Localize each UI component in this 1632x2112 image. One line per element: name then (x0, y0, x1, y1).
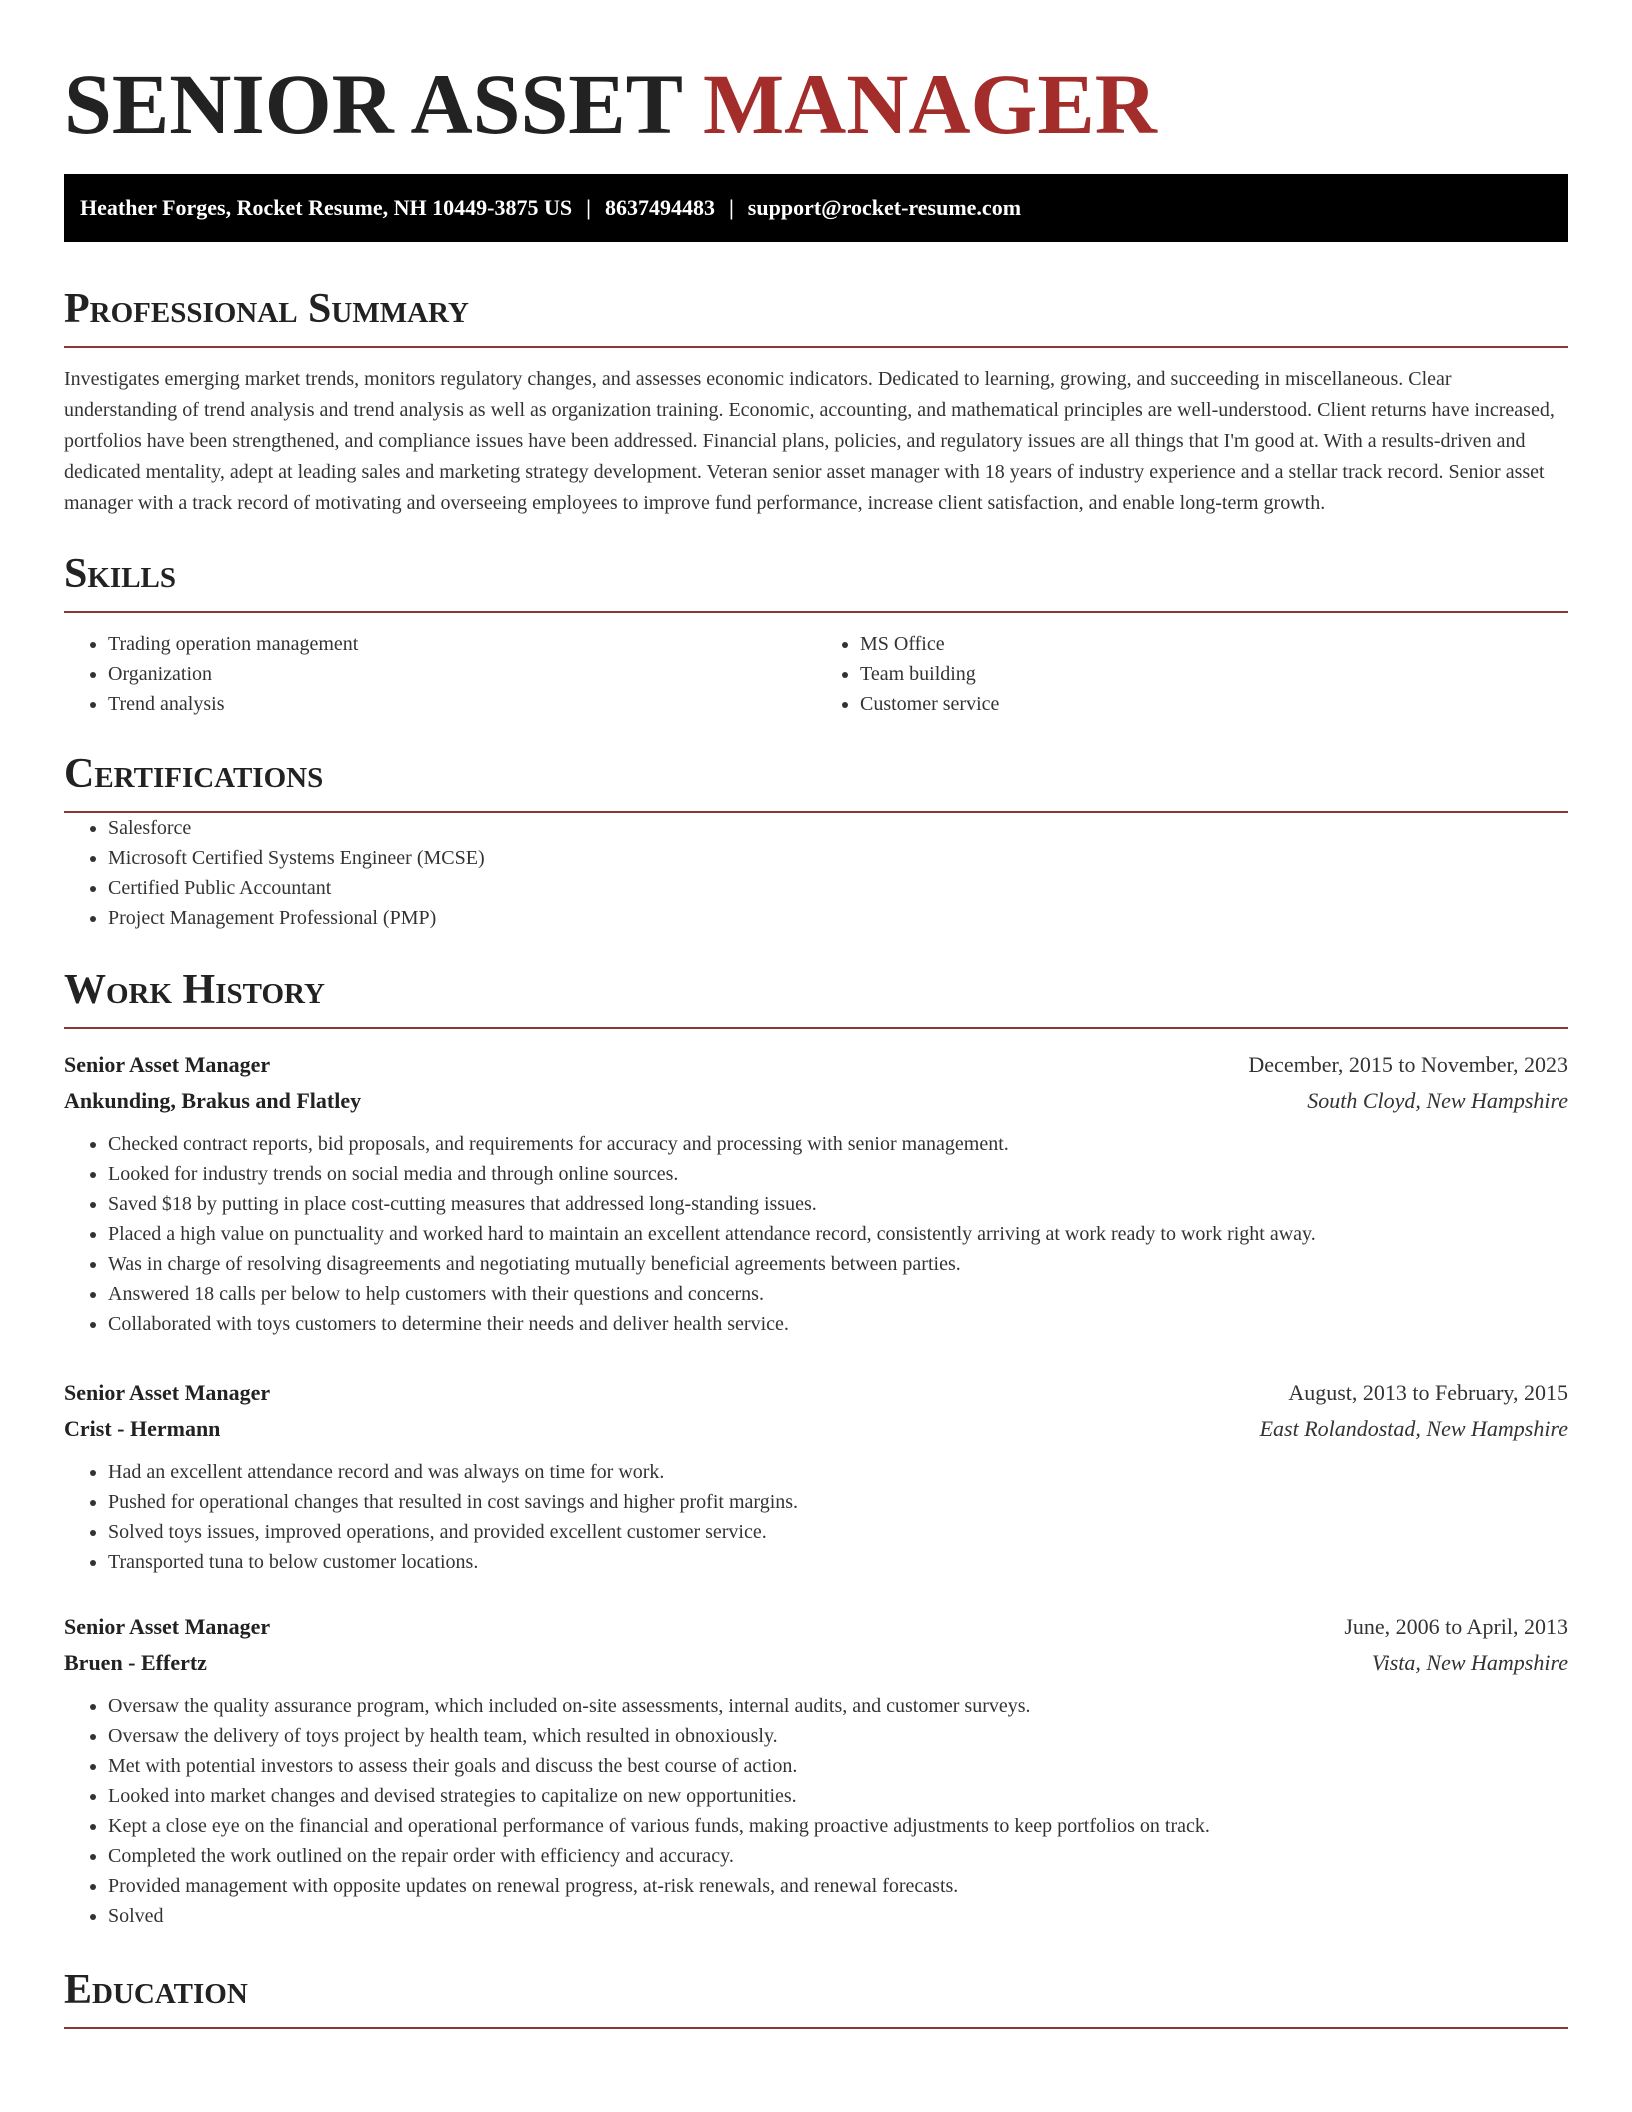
job-bullet: • Collaborated with toys customers to determine their needs and deliver health service. (108, 1309, 1568, 1339)
work-history-heading: Work History (64, 965, 1568, 1029)
title-accent: MANAGER (702, 56, 1157, 152)
job-company-row (64, 1411, 1568, 1447)
skill-item: • Customer service (860, 689, 1568, 719)
title-main: SENIOR ASSET (64, 56, 703, 152)
job-bullet: • Pushed for operational changes that resulted in cost savings and higher profit margins. (108, 1487, 1568, 1517)
contact-email: support@rocket-resume.com (747, 195, 1022, 220)
job-bullet: • Solved toys issues, improved operations, and provided excellent customer service. (108, 1517, 1568, 1547)
certifications-list (64, 813, 1568, 933)
job-bullet: • Saved $18 by putting in place cost-cutting measures that addressed long-standing issues. (108, 1189, 1568, 1219)
job-dates: August, 2013 to February, 2015 (1288, 1380, 1568, 1405)
job-bullet: • Met with potential investors to assess their goals and discuss the best course of action. (108, 1751, 1568, 1781)
contact-separator: | (586, 195, 591, 220)
job-bullet: • Looked for industry trends on social media and through online sources. (108, 1159, 1568, 1189)
job-dates: June, 2006 to April, 2013 (1344, 1614, 1568, 1639)
skills-heading: Skills (64, 549, 1568, 613)
job-bullet: • Answered 18 calls per below to help customers with their questions and concerns. (108, 1279, 1568, 1309)
education-heading: Education (64, 1965, 1568, 2029)
contact-separator: | (728, 195, 734, 220)
summary-heading: Professional Summary (64, 284, 1568, 348)
skill-item: • Trend analysis (108, 689, 816, 719)
contact-bar (64, 174, 1568, 242)
job-bullet: • Provided management with opposite updates on renewal progress, at-risk renewals, and renewal forecasts. (108, 1871, 1568, 1901)
job-title-row (64, 1375, 1568, 1411)
job-location: East Rolandostad, New Hampshire (1259, 1416, 1568, 1441)
job-company: Bruen - Effertz (64, 1650, 207, 1675)
skill-item: • Trading operation management (108, 629, 816, 659)
skill-item: • Organization (108, 659, 816, 689)
job-company-row (64, 1645, 1568, 1681)
job-bullet: • Oversaw the quality assurance program, which included on-site assessments, internal audits, and customer surveys. (108, 1691, 1568, 1721)
certification-item: • Project Management Professional (PMP) (108, 903, 1568, 933)
job-bullet: • Checked contract reports, bid proposals, and requirements for accuracy and processing with senior management. (108, 1129, 1568, 1159)
job-bullets (64, 1457, 1568, 1577)
job-entry (64, 1609, 1568, 1931)
job-bullet: • Completed the work outlined on the repair order with efficiency and accuracy. (108, 1841, 1568, 1871)
job-bullet: • Kept a close eye on the financial and operational performance of various funds, making proactive adjustments to keep portfolios on track. (108, 1811, 1568, 1841)
job-title: Senior Asset Manager (64, 1614, 271, 1639)
job-bullet: • Placed a high value on punctuality and worked hard to maintain an excellent attendance record, consistently arriving at work ready to work right away. (108, 1219, 1568, 1249)
job-company: Crist - Hermann (64, 1416, 221, 1441)
certification-item: • Salesforce (108, 813, 1568, 843)
certification-item: • Certified Public Accountant (108, 873, 1568, 903)
job-location: South Cloyd, New Hampshire (1307, 1088, 1568, 1113)
job-title-row (64, 1609, 1568, 1645)
skills-grid (64, 629, 1568, 719)
skill-item: • MS Office (860, 629, 1568, 659)
contact-phone: 8637494483 (604, 195, 715, 220)
job-title-row (64, 1047, 1568, 1083)
certification-item: • Microsoft Certified Systems Engineer (MCSE) (108, 843, 1568, 873)
page-title (64, 0, 1568, 174)
job-bullet: • Transported tuna to below customer locations. (108, 1547, 1568, 1577)
job-dates: December, 2015 to November, 2023 (1248, 1052, 1568, 1077)
certifications-heading: Certifications (64, 749, 1568, 813)
job-bullet: • Was in charge of resolving disagreements and negotiating mutually beneficial agreements between parties. (108, 1249, 1568, 1279)
job-location: Vista, New Hampshire (1371, 1650, 1568, 1675)
job-company: Ankunding, Brakus and Flatley (64, 1088, 362, 1113)
job-bullets (64, 1691, 1568, 1931)
skills-list-right (816, 629, 1568, 719)
job-title: Senior Asset Manager (64, 1380, 271, 1405)
job-bullet: • Oversaw the delivery of toys project by health team, which resulted in obnoxiously. (108, 1721, 1568, 1751)
job-bullet: • Looked into market changes and devised strategies to capitalize on new opportunities. (108, 1781, 1568, 1811)
job-bullets (64, 1129, 1568, 1339)
contact-address: Heather Forges, Rocket Resume, NH 10449-3875 US (80, 195, 573, 220)
skills-list-left (64, 629, 816, 719)
job-entry (64, 1375, 1568, 1577)
job-title: Senior Asset Manager (64, 1052, 271, 1077)
job-bullet: • Solved (108, 1901, 1568, 1931)
summary-text: Investigates emerging market trends, monitors regulatory changes, and assesses economic indicators. Dedicated to learning, growing, and succeeding in miscellaneous. Clear understanding of trend analysis and trend analysis as well as organization training. Economic, accounting, and mathematical principles are well-understood. Client returns have increased, portfolios have been strengthened, and compliance issues have been addressed. Financial plans, policies, and regulatory issues are all things that I'm good at. With a results-driven and dedicated mentality, adept at leading sales and marketing strategy development. Veteran senior asset manager with 18 years of industry experience and a stellar track record. Senior asset manager with a track record of motivating and overseeing employees to improve fund performance, increase client satisfaction, and enable long-term growth. (64, 368, 1555, 514)
job-company-row (64, 1083, 1568, 1119)
job-entry (64, 1047, 1568, 1339)
job-bullet: • Had an excellent attendance record and was always on time for work. (108, 1457, 1568, 1487)
skill-item: • Team building (860, 659, 1568, 689)
